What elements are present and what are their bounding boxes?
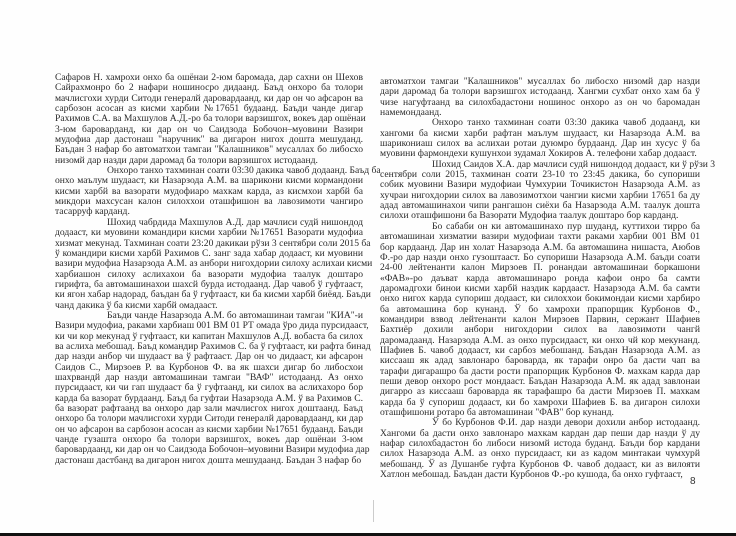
text-line: Шохид Саидов Х.А. дар мачлиси судй нишондод додааст, ки ў рўзи 3 [432,158,716,170]
text-line: додааст, ки муовини командири кисми харбии №17651 Вазорати мудофиа [55,227,363,239]
text-line: Вазири мудофиа, раками харбиаш 001 ВМ 01 РТ омада ўро дида пурсидааст, [55,320,369,332]
text-line: муовини фармондехи кушунхои зудамал Хокиров А. телефони хабар додааст. [380,148,697,160]
text-line: ў командири кисми харбй Рахимов С. занг зада хабар додааст, ки муовини [55,247,363,259]
text-line: бор кардаанд. Дар ин холат Назарзода А.М. ба автомашина нишаста, Аюбов [380,241,700,253]
text-line: Онхоро танхо тахминан соати 03:30 дакика чавоб додаанд. Баъд ба [107,165,381,177]
paragraph [55,216,373,311]
left-column [55,72,381,466]
text-line: Баъдан 3 нафар бо автоматхои тамгаи "Калашников" мусаллах бо либосхо [55,144,363,156]
text-line: оташфишони ротаро ба автомашинаи "ФАВ" бор кунанд. [380,407,614,418]
text-line: тасарруф карданд. [55,206,130,218]
paragraph [55,165,381,218]
text-line: Рахимов С.А. ва Махшулов А.Д.-ро ба толори варзишгох, вокеъ дар ошёнаи [55,113,366,125]
paragraph [380,222,700,419]
text-line: адад автомашинахои чипи рангашон сиёхи ба Назарзода А.М. таалук дошта [380,200,700,212]
text-line: хучраи нигохдории силох ва лавозимотхои чангии кисми харбии 17651 ба ду [380,189,700,201]
text-line: чанде гузашта онхоро ба толори варзишгох, вокеъ дар ошёнаи 3-юм [55,434,363,446]
text-line: автоматхои тамгаи "Калашников" мусаллах бо либосхо низомй дар назди [380,76,700,87]
text-line: командири взвод лейтенанти калон Мирзоев Парвин, сержант Шафиев [380,313,700,325]
text-line: нафар силохбадастон бо либоси низомй истода буданд. Баъди бор кардани [380,438,700,450]
text-line: ва аслиха мебошад. Баъд командир Рахимов С. ба ў гуфтааст, ки рафта бинад [55,340,371,352]
text-line: сарбозон асосан аз кисми харбии №17651 будаанд. Баъди чанде дигар [55,103,363,115]
text-line: микдори махсусан калон силоххои оташфишон ва лавозимоти чангиро [55,196,363,208]
text-line: пурсидааст, ки чи гап шудааст ба ў гуфтаанд, ки силох ва аслихахоро бор [55,382,363,394]
text-line: хангоми ба кисми харби рафтан маълум шудааст, ки Назарзода А.М. ва [380,127,700,139]
text-line: мудофиа дар дастонаш "наручник" ва дигарон нигох дошта мешуданд. [55,134,363,146]
text-line: ки ягон хабар надорад, баъдан ба ў гуфтааст, ки ба кисми харбй биёяд. Баъди [55,289,371,301]
text-line: харбиашон силоху аслихахои ба вазорати мудофиа таалук доштаро [55,268,363,280]
text-line: карда ба вазорат бурдаанд. Баъд ба гуфтаи Назарзода А.М. ў ва Рахимов С. [55,392,363,404]
text-line: пеши девор онхоро рост мондааст. Баъдан Назарзода А.М. як адад завлонаи [380,375,700,387]
text-line: онхо нигох карда супориш додааст, ки силоххои бокимондаи кисми харбиро [380,293,700,305]
text-line: карда ба ў супориш додааст, ки бо хамрохи Шафиев Б. ва дигарон силохи [380,396,700,408]
text-line: Саидов С., Мирзоев Р. ва Курбонов Ф. ва як шахси дигар бо либосхои [55,361,363,373]
text-line: Баъди чанде Назарзода А.М. бо автомашинаи тамгаи "КИА"-и [107,309,363,321]
text-line: баровардаанд, ки дар он чо Саидзода Бобочон–муовини Вазири мудофиа дар [55,444,370,456]
paragraph [380,418,700,480]
text-line: дигарро аз киссааш бароварда як тарафашро ба дасти Мирзоев П. махкам [380,386,700,398]
text-line: шахрвандй дар назди автомашинаи тамгаи "ВАФ" истодаанд. Аз онхо [55,371,363,383]
paragraph [55,309,371,466]
text-line: Бо сабаби он ки автомашинахо пур шуданд, куттихои тирро ба [432,220,700,232]
text-line: силох Назарзода А.М. аз онхо пурсидааст, ки аз кадом минтакаи чумхурй [380,448,700,460]
text-line: Сайрахмонро бо 2 нафари ношиносро дидаанд. Баъд онхоро ба толори [55,82,363,94]
text-line: 3-юм бароварданд, ки дар он чо Саидзода Бобочон–муовини Вазири [55,123,363,135]
text-line: мебошанд. Ў аз Душанбе гуфта Курбонов Ф. чавоб додааст, ки аз вилояти [380,458,700,470]
text-line: Сафаров Н. хамрохи онхо ба ошёнаи 2-юм баромада, дар сахни он Шехов [55,72,363,83]
text-line: мачлисгохи хурди Ситоди генералй даровардаанд, ки дар он чо афсарон ва [55,92,363,104]
text-line: кисми харбй ва вазорати мудофиаро махкам карда, аз кисмхои харбй ба [55,185,363,197]
text-line: тарафи дигарашро ба дасти рости прапорщик Курбонов Ф. махкам карда дар [380,365,700,377]
text-line: онхо маълум шудааст, ки Назарзода А.М. ва шарикони кисми кормандони [55,175,363,187]
text-line: Шафиев Б. чавоб додааст, ки сарбоз мебошанд. Баъдан Назарзода А.М. аз [380,344,700,356]
text-line: дари даромад ба толори варзишгох истодаанд. Хангми сухбат онхо хам ба ў [380,86,700,98]
text-line: онхоро ба толори мачлисгохи хурди Ситоди генералй даровардаанд, ки дар [55,413,363,425]
text-line: 24-00 лейтенанти калон Мирзоев П. ронандаи автомашинаи боркашони [380,262,700,274]
paragraph [380,118,700,159]
text-line: ба автомашина бор кунанд. Ў бо хамрохи прапорщик Курбонов Ф., [380,303,700,315]
text-line: сентябри соли 2015, тахминан соати 23-10 то 23:45 дакика, бо супориши [380,169,700,181]
text-line: шарикониаш силох ва аслихаи ротаи дуюмро бурдаанд. Дар ин хусус ў ба [380,138,700,150]
text-line: автомашинаи хизматии вазири мудофиаи тахти раками харбии 001 ВМ 01 [380,231,700,243]
text-line: дар назди анбор чи шудааст ва ў рафтааст. Дар он чо дидааст, ки афсарон [55,351,363,363]
page-fold-line [373,500,374,522]
paragraph [55,72,366,166]
text-line: Хатлон мебошад. Баъдан дасти Курбонов Ф.-ро кушода, ба онхо гуфтааст, [380,469,683,481]
text-line: даромадаанд. Назарзода А.М. аз онхо пурсидааст, ки онхо чй кор мекунанд. [380,334,700,346]
text-line: намемондаанд. [380,107,442,119]
text-line: Онхоро танхо тахминан соати 03:30 дакика чавоб додаанд, ки [432,117,700,129]
text-line: «ФАВ»-ро даъват карда автомашинаро ронда кафои онро ба самти [380,272,700,284]
text-line: Ф.-ро дар назди онхо гузоштааст. Бо супориши Назарзода А.М. баъди соати [380,251,700,263]
text-line: он чо афсарон ва сарбозон асосан аз кисми харбии №17651 будаанд. Баъди [55,423,363,435]
right-column [380,76,716,481]
text-line: даромадгохи бинои кисми харбй наздик кардааст. Назарзода А.М. ба самти [380,282,700,294]
page-number: 8 [690,476,696,487]
text-line: вазири мудофиа Назарзода А.М. аз анбори нигохдории силоху аслихаи кисми [55,258,373,270]
text-line: Ў бо Курбонов Ф.И. дар назди девори дохили анбор истодаанд. [432,417,700,429]
text-line: ба вазорат рафтаанд ва онхоро дар зали мачлисгох нигох доштаанд. Баъд [55,403,363,414]
text-line: Хангоми ба дасти онхо завлонаро махкам кардан дар пеши дар назди ў ду [380,427,700,439]
text-line: собик муовини Вазири мудофиаи Чумхурии Точикистон Назарзода А.М. аз [380,179,700,191]
text-line: низомй дар назди дари даромад ба толори варзишгох истодаанд. [55,154,318,166]
text-line: киссааш як адад завлонаро бароварда, як тарафи онро ба дасти чап ва [380,355,700,367]
text-line: гирифта, ба автомашинахои шахсй бурда истодаанд. Дар чавоб ў гуфтааст, [55,278,363,290]
text-line: силохи оташфишони ба Вазорати Мудофиа таалук доштаро бор карданд. [380,210,679,222]
paragraph [380,158,716,222]
text-line: Шохид чабрдида Махшулов А.Д. дар мачлиси судй нишондод [107,216,363,228]
text-line: Бахтиёр дохили анбори нигохдории силох ва лавозимоти чангй [380,324,700,336]
text-line: чанд дакика ў ба кисми харбй омадааст. [55,299,218,311]
text-line: ки чи кор мекунад ў гуфтааст, ки капитан Махшулов А.Д. вобаста ба силох [55,330,363,342]
text-line: хизмат мекунад. Тахминан соати 23:20 дакикаи рўзи 3 сентябри соли 2015 ба [55,237,371,249]
paragraph [380,77,700,118]
text-line: чизе нагуфтаанд ва силохбадастони ношинос онхоро аз он чо баромадан [380,96,700,108]
text-line: дастонаш дастбанд ва дигарон нигох дошта мешудаанд. Баъдан 3 нафар бо [55,454,362,466]
